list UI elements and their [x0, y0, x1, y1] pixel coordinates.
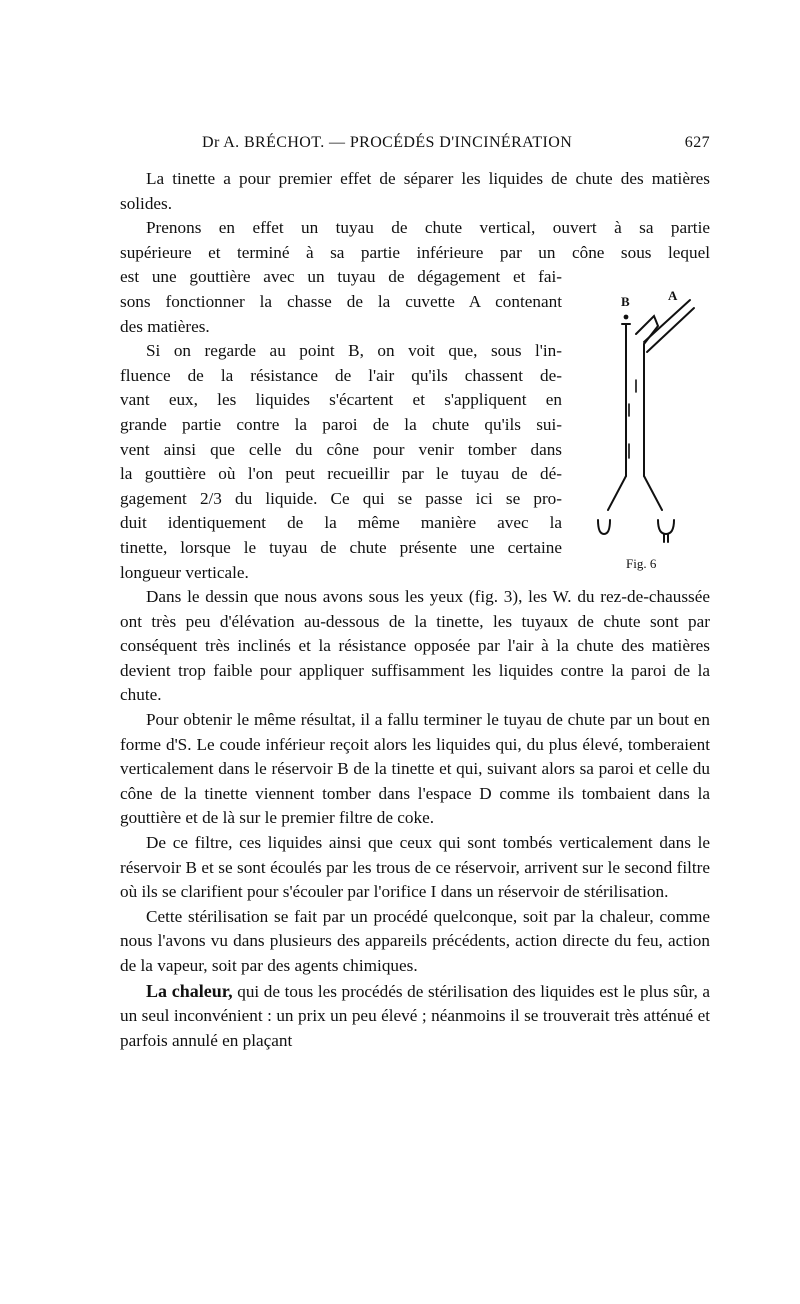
running-title: Dr A. BRÉCHOT. — PROCÉDÉS D'INCINÉRATION: [202, 134, 573, 151]
paragraph-8-rest: qui de tous les procédés de stérilisation des liquides est le plus sûr, a un seul inconvénient : un prix un peu élevé ; néanmoins il se trouverait très atténué et parfois annulé en plaçant: [120, 981, 711, 1050]
paragraph-2-line-5: des matières.: [120, 316, 210, 336]
cone-right-wall: [644, 476, 662, 510]
discharge-pipe: [664, 534, 668, 542]
page-number: 627: [684, 134, 710, 151]
paragraph-3-line-3: vant eux, les liquides s'écartent et s'appliquent en: [120, 390, 562, 410]
figure-label-a: A: [668, 288, 678, 303]
figure-6-drawing: [592, 284, 702, 584]
paragraph-3-line-4: grande partie contre la paroi de la chute qu'ils sui-: [120, 414, 562, 434]
paragraph-6: De ce filtre, ces liquides ainsi que ceux qui sont tombés verticalement dans le réservoir B et se sont écoulés par les trous de ce réservoir, arrivent sur le second filtre où ils se clarifient pour s'écouler par l'orifice I dans un réservoir de stérilisation.: [120, 833, 710, 902]
paragraph-2-line-4: sons fonctionner la chasse de la cuvette A contenant: [120, 291, 562, 311]
paragraph-3-line-2: fluence de la résistance de l'air qu'ils chassent de-: [120, 365, 562, 385]
paragraph-3-line-8: duit identiquement de la même manière avec la: [120, 513, 562, 533]
paragraph-8: [120, 979, 710, 1054]
paragraph-1: La tinette a pour premier effet de séparer les liquides de chute des matières solides.: [120, 169, 710, 213]
paragraph-7: Cette stérilisation se fait par un procédé quelconque, soit par la chaleur, comme nous l'avons vu dans plusieurs des appareils précédents, action directe du feu, action de la vapeur, soit par des agents chimiques.: [120, 906, 710, 975]
gutter-cup: [598, 520, 610, 534]
gutter-discharge: [658, 520, 674, 534]
inclined-pipe-outer: [644, 300, 690, 342]
paragraph-3-line-7: gagement 2/3 du liquide. Ce qui se passe ici se pro-: [120, 488, 562, 508]
paragraph-4: Dans le dessin que nous avons sous les yeux (fig. 3), les W. du rez-de-chaussée ont très peu d'élévation au-dessous de la tinette, les tuyaux de chute sont par conséquent très inclinés et la résistance opposée par l'air à la chute des matières devient trop faible pour appliquer suffisamment les liquides contre la paroi de la chute.: [120, 587, 710, 705]
point-b-marker: [624, 315, 629, 320]
paragraph-2-line-2: supérieure et terminé à sa partie inférieure par un cône sous lequel: [120, 242, 710, 262]
paragraph-3-line-9: tinette, lorsque le tuyau de chute présente une certaine: [120, 537, 562, 557]
paragraph-3-line-5: vent ainsi que celle du cône pour venir tomber dans: [120, 439, 562, 459]
figure-6: [592, 284, 702, 584]
paragraph-3-line-6: la gouttière où l'on peut recueillir par le tuyau de dé-: [120, 464, 562, 484]
paragraph-5: Pour obtenir le même résultat, il a fallu terminer le tuyau de chute par un bout en forme d'S. Le coude inférieur reçoit alors les liquides qui, du plus élevé, tomberaient verticalement dans le réservoir B de la tinette et qui, suivant alors sa paroi et celle du cône de la tinette viennent tomber dans l'espace D comme ils tombaient dans la gouttière et de là sur le premier filtre de coke.: [120, 710, 710, 828]
cone-left-wall: [608, 476, 626, 510]
paragraph-3-line-10: longueur verticale.: [120, 562, 249, 582]
running-header: [120, 134, 710, 158]
paragraph-3-line-1: Si on regarde au point B, on voit que, sous l'in-: [146, 341, 562, 361]
figure-caption: Fig. 6: [626, 556, 657, 571]
figure-label-b: B: [621, 294, 630, 309]
paragraph-2-line-1: Prenons en effet un tuyau de chute vertical, ouvert à sa partie: [146, 218, 710, 238]
paragraph-2-line-3: est une gouttière avec un tuyau de dégagement et fai-: [120, 267, 562, 287]
paragraph-8-lead: La chaleur,: [146, 980, 233, 1001]
